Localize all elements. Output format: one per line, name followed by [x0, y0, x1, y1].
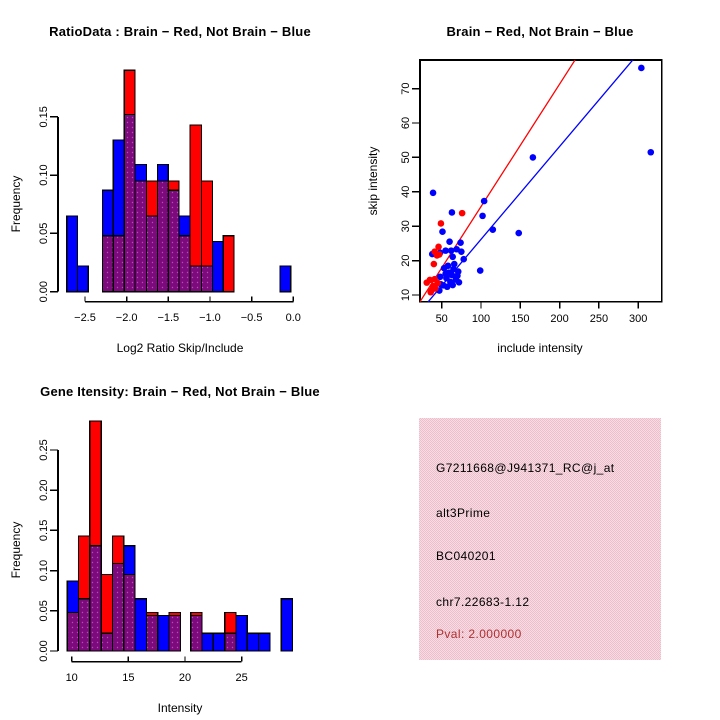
- histogram-bar-blue: [67, 581, 78, 612]
- data-point-red: [423, 279, 430, 286]
- x-tick-label: 250: [589, 313, 609, 325]
- histogram-bar-overlap: [113, 236, 124, 292]
- histogram-bar-blue: [202, 633, 213, 651]
- y-tick-label: 0.20: [38, 479, 50, 501]
- x-tick-label: 50: [435, 313, 448, 325]
- histogram-bar-red: [78, 536, 89, 599]
- data-point-blue: [439, 228, 446, 235]
- histogram-bar-red: [168, 181, 179, 190]
- locus-text: chr7.22683-1.12: [436, 595, 530, 609]
- data-point-red: [427, 289, 434, 296]
- histogram-bar-blue: [236, 616, 247, 651]
- histogram-bar-overlap: [67, 612, 78, 651]
- histogram-bar-blue: [157, 165, 168, 181]
- data-point-blue: [430, 190, 437, 197]
- y-tick-label: 70: [400, 82, 412, 95]
- data-point-blue: [647, 149, 654, 156]
- y-tick-label: 0.15: [38, 519, 50, 542]
- y-tick-label: 40: [400, 185, 412, 198]
- fit-line-blue: [428, 60, 632, 302]
- accession-text: BC040201: [436, 549, 496, 563]
- data-point-blue: [477, 267, 484, 274]
- y-axis-title: Frequency: [9, 175, 23, 233]
- x-tick-label: 100: [471, 313, 491, 325]
- histogram-bar-overlap: [191, 616, 202, 651]
- data-point-blue: [460, 256, 467, 263]
- histogram-bar-blue: [158, 616, 169, 651]
- gene-intensity-histogram: [0, 360, 360, 720]
- x-axis-title: include intensity: [497, 341, 583, 355]
- x-tick-label: −2.0: [115, 312, 138, 324]
- y-axis-title: skip intensity: [366, 146, 380, 216]
- histogram-bar-blue: [124, 546, 135, 575]
- histogram-bar-overlap: [124, 575, 135, 651]
- data-point-blue: [481, 198, 488, 205]
- histogram-bar-overlap: [78, 599, 89, 651]
- histogram-bar-red: [112, 536, 123, 563]
- x-tick-label: 20: [178, 672, 192, 684]
- y-tick-label: 60: [400, 116, 412, 130]
- x-tick-label: 300: [629, 313, 648, 325]
- histogram-bar-red: [90, 421, 101, 546]
- data-point-blue: [458, 248, 465, 255]
- histogram-bar-red: [124, 70, 135, 114]
- x-axis-title: Log2 Ratio Skip/Include: [116, 341, 244, 355]
- histogram-bar-red: [169, 612, 180, 615]
- x-tick-label: 0.0: [285, 312, 301, 324]
- chart-title: Gene Itensity: Brain − Red, Not Brain − Blue: [40, 384, 320, 399]
- histogram-bar-red: [202, 181, 213, 266]
- data-point-blue: [449, 254, 456, 261]
- histogram-bar-overlap: [157, 181, 168, 292]
- histogram-bar-blue: [67, 216, 78, 292]
- y-tick-label: 0.25: [38, 439, 50, 461]
- y-tick-label: 0.05: [38, 222, 50, 245]
- histogram-bar-blue: [280, 266, 291, 292]
- y-tick-label: 10: [400, 288, 412, 302]
- gene-info-box: [419, 418, 661, 660]
- x-tick-label: 15: [122, 672, 135, 684]
- y-tick-label: 0.00: [38, 640, 50, 662]
- histogram-bar-blue: [212, 242, 223, 292]
- y-tick-label: 0.00: [38, 280, 50, 303]
- y-tick-label: 30: [400, 220, 412, 233]
- ratio-histogram-panel: [0, 0, 360, 360]
- histogram-bar-overlap: [225, 633, 236, 651]
- histogram-bar-overlap: [202, 266, 213, 292]
- histogram-bar-overlap: [102, 236, 113, 292]
- x-tick-label: −1.0: [199, 312, 221, 324]
- data-point-blue: [638, 65, 645, 72]
- histogram-bar-overlap: [135, 181, 147, 292]
- x-tick-label: 200: [550, 313, 569, 325]
- x-tick-label: 150: [511, 313, 530, 325]
- data-point-blue: [479, 213, 486, 220]
- histogram-bar-blue: [102, 190, 113, 235]
- gene-intensity-histogram-panel: [0, 360, 360, 720]
- y-axis-title: Frequency: [9, 521, 23, 579]
- histogram-bar-blue: [213, 633, 224, 651]
- intensity-scatter-panel: [360, 0, 720, 360]
- probe-id-text: G7211668@J941371_RC@j_at: [436, 461, 615, 475]
- histogram-bar-red: [191, 612, 202, 615]
- histogram-bar-overlap: [112, 563, 123, 651]
- x-tick-label: −2.5: [74, 312, 96, 324]
- y-tick-label: 20: [400, 254, 412, 267]
- data-point-red: [436, 251, 443, 258]
- histogram-bar-red: [101, 575, 112, 634]
- data-point-blue: [515, 230, 522, 237]
- y-tick-label: 0.15: [38, 106, 50, 128]
- histogram-bar-overlap: [101, 633, 112, 651]
- histogram-bar-overlap: [90, 546, 101, 651]
- histogram-bar-blue: [78, 266, 89, 292]
- x-tick-label: 10: [65, 672, 78, 684]
- histogram-bar-blue: [259, 633, 270, 651]
- chart-title: RatioData : Brain − Red, Not Brain − Blue: [49, 24, 311, 39]
- histogram-bar-overlap: [124, 114, 135, 291]
- histogram-bar-blue: [179, 216, 190, 236]
- data-point-blue: [449, 209, 456, 216]
- histogram-bar-overlap: [168, 190, 179, 291]
- ratio-histogram: [0, 0, 360, 360]
- y-tick-label: 0.10: [38, 559, 50, 582]
- data-point-blue: [530, 154, 537, 161]
- gene-info-panel: [360, 360, 720, 720]
- data-point-red: [431, 261, 438, 268]
- y-tick-label: 50: [400, 151, 412, 164]
- histogram-bar-blue: [113, 140, 124, 236]
- histogram-bar-overlap: [179, 236, 190, 292]
- histogram-bar-overlap: [190, 266, 202, 292]
- histogram-bar-red: [223, 236, 234, 292]
- data-point-blue: [446, 238, 453, 245]
- histogram-bar-blue: [281, 599, 292, 651]
- data-point-red: [438, 220, 445, 227]
- data-point-blue: [457, 239, 464, 246]
- histogram-bar-overlap: [146, 616, 157, 651]
- x-axis-title: Intensity: [157, 701, 203, 715]
- histogram-bar-red: [146, 612, 157, 615]
- histogram-bar-blue: [247, 633, 258, 651]
- histogram-bar-blue: [135, 599, 146, 651]
- histogram-bar-overlap: [169, 616, 180, 651]
- pval-text: Pval: 2.000000: [436, 627, 522, 641]
- histogram-bar-red: [147, 181, 158, 216]
- histogram-bar-overlap: [147, 216, 158, 292]
- y-tick-label: 0.05: [38, 600, 50, 622]
- histogram-bar-blue: [135, 165, 147, 181]
- data-point-blue: [489, 226, 496, 233]
- y-tick-label: 0.10: [38, 164, 50, 186]
- data-point-red: [459, 210, 466, 217]
- splice-type-text: alt3Prime: [436, 506, 491, 520]
- x-tick-label: −1.5: [157, 312, 180, 324]
- data-point-blue: [456, 279, 463, 286]
- histogram-bar-red: [190, 125, 202, 266]
- x-tick-label: −0.5: [240, 312, 263, 324]
- data-point-blue: [444, 283, 451, 290]
- chart-title: Brain − Red, Not Brain − Blue: [446, 24, 634, 39]
- histogram-bar-red: [225, 612, 236, 633]
- intensity-scatter-plot: [360, 0, 720, 360]
- x-tick-label: 25: [235, 672, 248, 684]
